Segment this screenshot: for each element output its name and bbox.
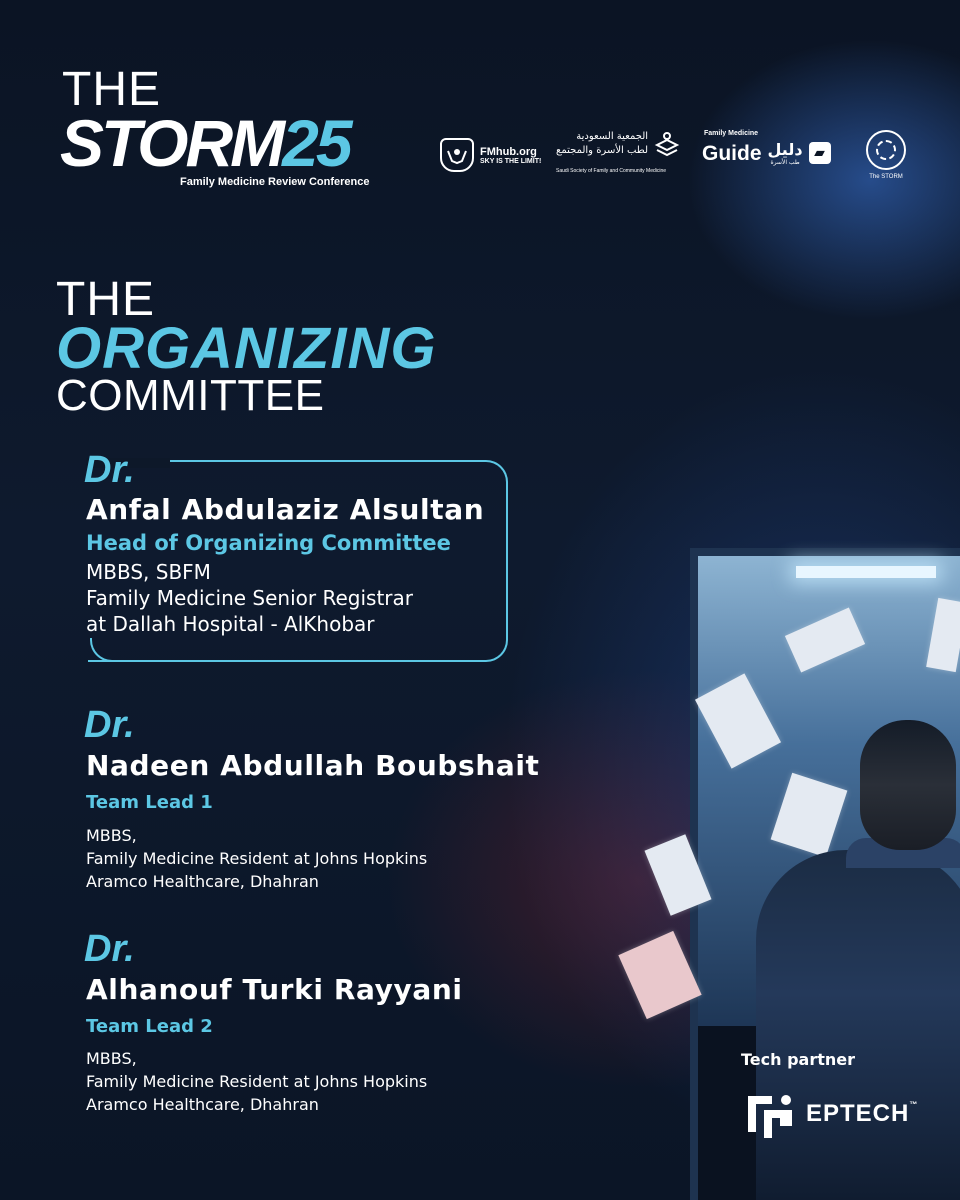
fmhub-tagline: SKY IS THE LIMIT! xyxy=(480,157,542,165)
member-3-name: Alhanouf Turki Rayyani xyxy=(86,973,463,1006)
member-1-detail-3: at Dallah Hospital - AlKhobar xyxy=(86,612,375,636)
member-3-detail-1: MBBS, xyxy=(86,1049,137,1068)
headline-committee: COMMITTEE xyxy=(56,371,325,420)
tech-partner-label: Tech partner xyxy=(741,1050,856,1069)
member-1-prefix: Dr. xyxy=(84,449,135,491)
hands-icon xyxy=(440,138,474,172)
ceiling-lamp xyxy=(796,566,936,578)
the-storm-logo xyxy=(866,130,906,180)
guide-arabic: دليل xyxy=(767,140,803,159)
member-1-detail-2: Family Medicine Senior Registrar xyxy=(86,586,413,610)
guide-book-icon: ▰ xyxy=(809,142,831,164)
member-3-prefix: Dr. xyxy=(84,928,135,970)
member-2-detail-1: MBBS, xyxy=(86,826,137,845)
member-2-detail-3: Aramco Healthcare, Dhahran xyxy=(86,872,319,891)
ssfcm-arabic-line1: الجمعية السعودية xyxy=(576,131,649,142)
ssfcm-english: Saudi Society of Family and Community Medicine xyxy=(556,168,667,174)
member-3-role: Team Lead 2 xyxy=(86,1016,213,1037)
eptech-wordmark: EPTECH xyxy=(806,1100,910,1127)
doctor-figure xyxy=(756,850,960,1200)
storm-emblem-icon xyxy=(866,130,906,170)
ssfcm-emblem-icon xyxy=(654,131,680,157)
member-2-name: Nadeen Abdullah Boubshait xyxy=(86,749,540,782)
ssfcm-arabic-line2: لطب الأسرة والمجتمع xyxy=(556,144,649,156)
member-1-detail-1: MBBS, SBFM xyxy=(86,560,211,584)
ssfcm-logo xyxy=(556,130,680,174)
eptech-mark-icon xyxy=(742,1086,798,1142)
logo-year: 25 xyxy=(282,106,350,180)
guide-small-label: Family Medicine xyxy=(704,130,759,137)
member-3-detail-2: Family Medicine Resident at Johns Hopkins xyxy=(86,1072,428,1091)
member-1-name: Anfal Abdulaziz Alsultan xyxy=(86,493,485,526)
headline-organizing: ORGANIZING xyxy=(56,316,437,381)
eptech-name xyxy=(806,1100,918,1128)
fmhub-name: FMhub.org xyxy=(480,145,537,158)
logo-storm-word: STORM xyxy=(60,106,283,180)
member-3-detail-3: Aramco Healthcare, Dhahran xyxy=(86,1095,319,1114)
guide-word: Guide xyxy=(702,142,762,165)
storm-label: The STORM xyxy=(869,174,903,180)
doctor-head xyxy=(860,720,956,850)
doctor-scene-illustration xyxy=(560,420,960,1200)
member-2-prefix: Dr. xyxy=(84,704,135,746)
member-2-role: Team Lead 1 xyxy=(86,792,213,813)
fm-guide-logo xyxy=(702,130,831,166)
eptech-logo xyxy=(742,1086,918,1142)
eptech-trademark: ™ xyxy=(909,1100,919,1109)
logo-subtitle: Family Medicine Review Conference xyxy=(180,176,370,188)
member-1-role: Head of Organizing Committee xyxy=(86,531,451,555)
guide-arabic-small: طب الأسرة xyxy=(770,159,800,166)
logo-the: THE xyxy=(62,63,161,116)
headline-the: THE xyxy=(56,273,155,326)
logo-storm xyxy=(60,106,350,180)
fmhub-logo xyxy=(440,138,541,172)
member-2-detail-2: Family Medicine Resident at Johns Hopkins xyxy=(86,849,428,868)
